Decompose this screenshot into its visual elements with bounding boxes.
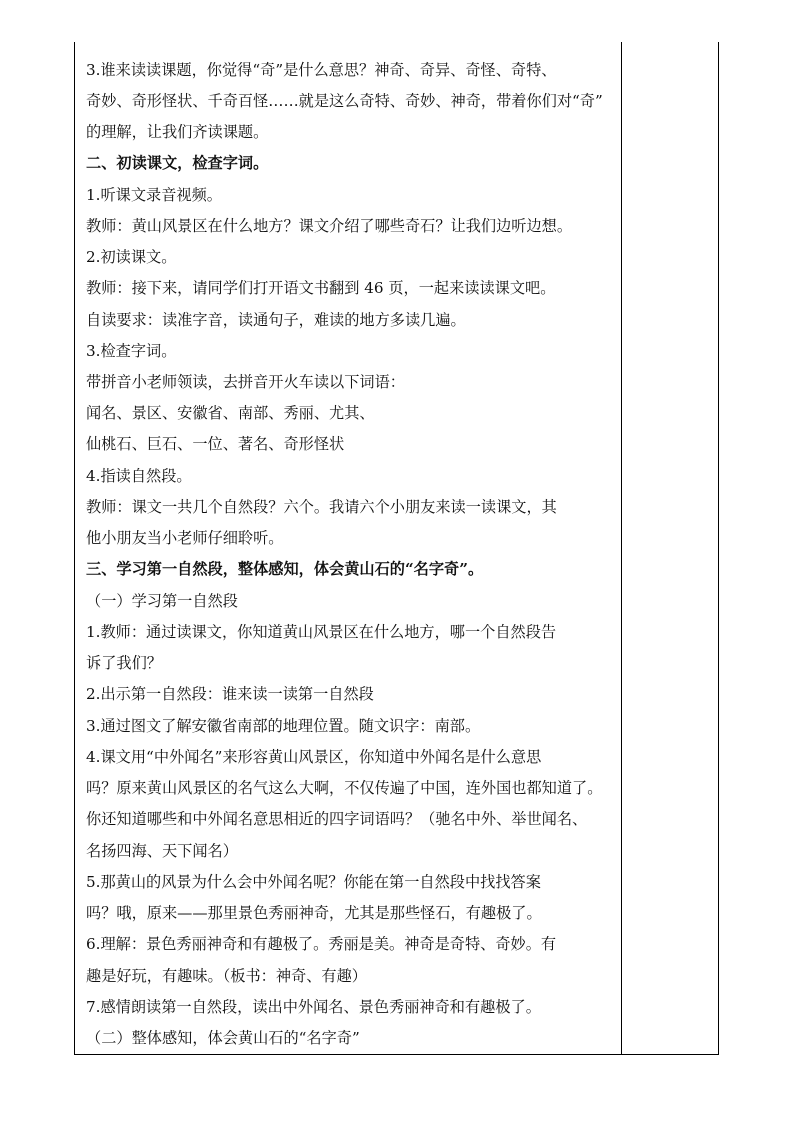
text-line: 3.检查字词。 [86, 342, 177, 360]
text-line: 仙桃石、巨石、一位、著名、奇形怪状 [86, 435, 345, 453]
text-line: 名扬四海、天下闻名） [86, 842, 238, 860]
notes-column [622, 42, 719, 1054]
text-line: 教师：黄山风景区在什么地方？课文介绍了哪些奇石？让我们边听边想。 [86, 217, 572, 235]
text-line: 奇妙、奇形怪状、千奇百怪……就是这么奇特、奇妙、神奇，带着你们对“奇” [86, 92, 603, 110]
text-line: 6.理解：景色秀丽神奇和有趣极了。秀丽是美。神奇是奇特、奇妙。有 [86, 935, 557, 953]
text-line: 诉了我们？ [86, 654, 162, 672]
text-line: 吗？哦，原来——那里景色秀丽神奇，尤其是那些怪石，有趣极了。 [86, 904, 542, 922]
text-line: 2.出示第一自然段：谁来读一读第一自然段 [86, 685, 374, 703]
text-line: 3.通过图文了解安徽省南部的地理位置。随文识字：南部。 [86, 717, 481, 735]
text-line: 3.谁来读读课题，你觉得“奇”是什么意思？神奇、奇异、奇怪、奇特、 [86, 61, 557, 79]
text-line: 1.听课文录音视频。 [86, 186, 222, 204]
text-line: 1.教师：通过读课文，你知道黄山风景区在什么地方，哪一个自然段告 [86, 623, 557, 641]
text-line: 闻名、景区、安徽省、南部、秀丽、尤其、 [86, 404, 375, 422]
text-line: （二）整体感知，体会黄山石的“名字奇” [86, 1029, 360, 1047]
text-line: 的理解，让我们齐读课题。 [86, 123, 269, 141]
text-line: 他小朋友当小老师仔细聆听。 [86, 529, 284, 547]
text-line: 4.课文用“中外闻名”来形容黄山风景区，你知道中外闻名是什么意思 [86, 748, 542, 766]
text-line: 带拼音小老师领读，去拼音开火车读以下词语： [86, 373, 405, 391]
text-line: 教师：接下来，请同学们打开语文书翻到 46 页，一起来读读课文吧。 [86, 279, 556, 297]
text-line: 二、初读课文，检查字词。 [86, 154, 269, 172]
text-line: 5.那黄山的风景为什么会中外闻名呢？你能在第一自然段中找找答案 [86, 873, 541, 891]
text-line: 4.指读自然段。 [86, 467, 192, 485]
text-line: 你还知道哪些和中外闻名意思相近的四字词语吗？（驰名中外、举世闻名、 [86, 810, 588, 828]
text-line: 7.感情朗读第一自然段，读出中外闻名、景色秀丽神奇和有趣极了。 [86, 998, 541, 1016]
text-line: （一）学习第一自然段 [86, 592, 238, 610]
text-line: 教师：课文一共几个自然段？六个。我请六个小朋友来读一读课文，其 [86, 498, 557, 516]
text-line: 吗？原来黄山风景区的名气这么大啊，不仅传遍了中国，连外国也都知道了。 [86, 779, 603, 797]
text-line: 三、学习第一自然段，整体感知，体会黄山石的“名字奇”。 [86, 560, 484, 578]
text-line: 自读要求：读准字音，读通句子，难读的地方多读几遍。 [86, 311, 466, 329]
lesson-table [74, 42, 719, 1055]
text-line: 2.初读课文。 [86, 248, 177, 266]
text-line: 趣是好玩，有趣味。（板书：神奇、有趣） [86, 967, 367, 985]
